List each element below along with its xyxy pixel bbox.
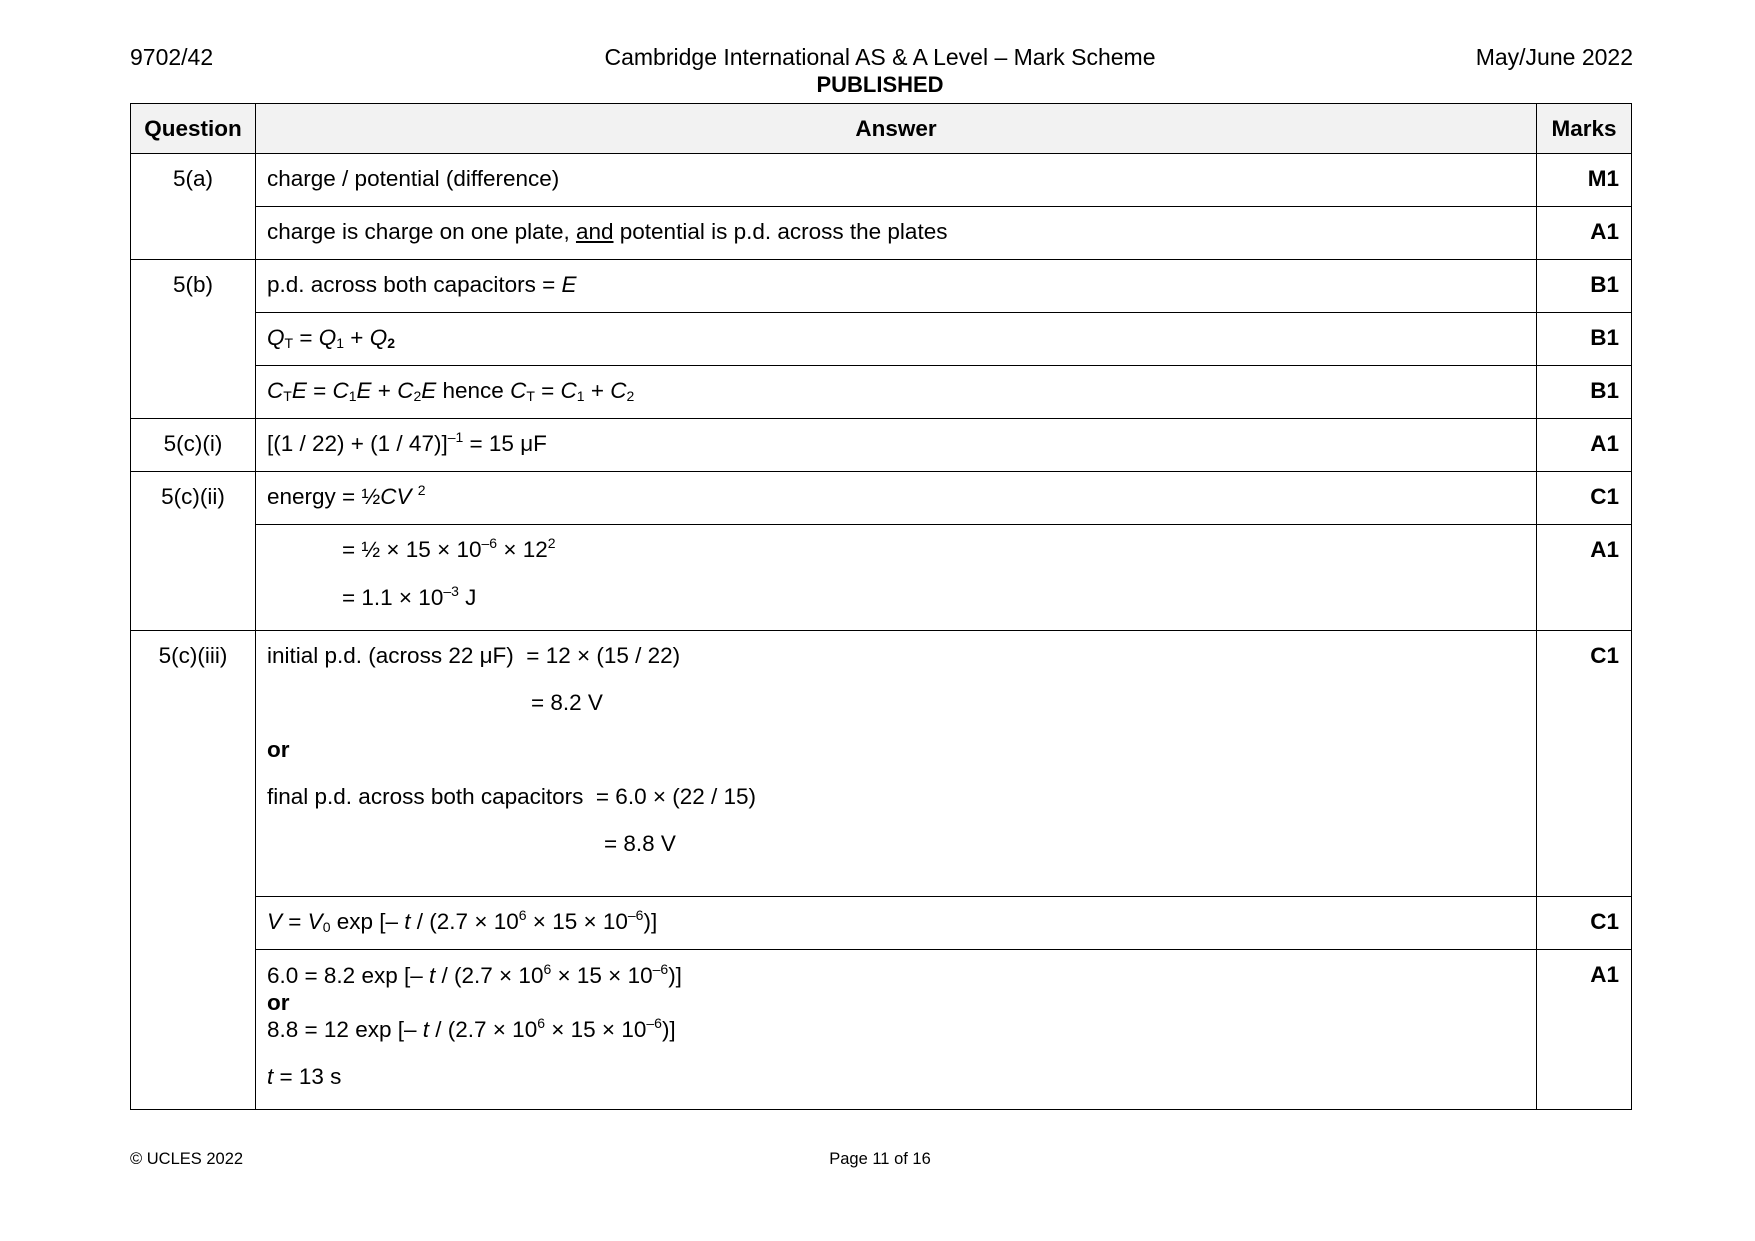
working-line: 8.8 = 12 exp [– $t / (2.7 \times 10^6 \times 15 \times 10^{-6})$] <box>267 1015 676 1042</box>
mark-cell: B1 <box>1537 366 1632 419</box>
answer-text: charge / potential (difference) <box>267 166 560 191</box>
symbol-t: t <box>267 1064 274 1089</box>
answer-cell <box>256 950 1537 1110</box>
or-label: or <box>267 990 290 1015</box>
page-number: Page 11 of 16 <box>829 1150 931 1168</box>
exponent: –6 <box>481 535 498 551</box>
exponent: –3 <box>443 583 459 599</box>
marks-header: Marks <box>1537 104 1632 154</box>
result-line <box>267 585 1526 611</box>
answer-text: energy = ½ <box>267 484 381 509</box>
answer-cell <box>256 472 1537 525</box>
title-text: Cambridge International AS & A Level – Mark Scheme <box>604 44 1156 70</box>
mark-cell: B1 <box>1537 260 1632 313</box>
answer-text: = ½ × 15 × 10 <box>342 537 482 562</box>
answer-text: = 13 s <box>273 1064 342 1089</box>
exam-session: May/June 2022 <box>1475 44 1633 70</box>
working-line: initial p.d. (across 22 μF) = 12 × (15 / 22) <box>267 643 681 668</box>
working-line <box>267 537 1526 563</box>
answer-text: = 15 μF <box>463 431 547 456</box>
answer-cell <box>256 419 1537 472</box>
result-line: = 8.2 V <box>531 690 603 715</box>
table-row <box>131 950 1632 1110</box>
exponent: 2 <box>547 535 556 551</box>
question-number: 5(b) <box>131 260 256 419</box>
mark-cell: B1 <box>1537 313 1632 366</box>
mark-cell: C1 <box>1537 472 1632 525</box>
answer-text: J <box>458 585 477 610</box>
published-label: PUBLISHED <box>816 72 944 97</box>
table-header-row <box>131 104 1632 154</box>
answer-cell <box>256 154 1537 207</box>
underlined-word: and <box>575 219 614 244</box>
answer-text: × 12 <box>497 537 548 562</box>
answer-cell: $V = V_0$ exp [– $t / (2.7 \times 10^6 \times 15 \times 10^{-6})$] <box>256 897 1537 950</box>
table-row <box>131 313 1632 366</box>
table-row <box>131 631 1632 897</box>
table-row <box>131 366 1632 419</box>
mark-cell: M1 <box>1537 154 1632 207</box>
answer-cell <box>256 207 1537 260</box>
table-row <box>131 897 1632 950</box>
working-line: 6.0 = 8.2 exp [– $t / (2.7 \times 10^6 \times 15 \times 10^{-6})$] <box>267 961 682 988</box>
question-number: 5(a) <box>131 154 256 260</box>
result-line <box>267 1064 1526 1090</box>
working-line: final p.d. across both capacitors = 6.0 × (22 / 15) <box>267 784 757 809</box>
table-row <box>131 472 1632 525</box>
table-row <box>131 525 1632 631</box>
answer-cell: $C_TE = C_1E + C_2E$ hence $C_T = C_1 + C_2$ <box>256 366 1537 419</box>
result-line: = 8.8 V <box>604 831 676 856</box>
answer-cell <box>256 525 1537 631</box>
answer-header: Answer <box>256 104 1537 154</box>
answer-cell <box>256 260 1537 313</box>
answer-text: charge is charge on one plate, <box>267 219 576 244</box>
question-number: 5(c)(ii) <box>131 472 256 631</box>
paper-code: 9702/42 <box>130 44 214 70</box>
mark-cell: A1 <box>1537 950 1632 1110</box>
symbol-CV: CV <box>380 484 418 509</box>
symbol-E: E <box>561 272 577 297</box>
answer-cell <box>256 631 1537 897</box>
mark-cell: C1 <box>1537 897 1632 950</box>
table-row <box>131 419 1632 472</box>
mark-cell: A1 <box>1537 419 1632 472</box>
answer-text: potential is p.d. across the plates <box>613 219 948 244</box>
table-row <box>131 207 1632 260</box>
exponent: 2 <box>417 482 426 498</box>
exponent: –1 <box>447 429 464 445</box>
answer-text: = 1.1 × 10 <box>342 585 444 610</box>
question-header: Question <box>131 104 256 154</box>
answer-cell: $Q_T = Q_1 + Q_2$ <box>256 313 1537 366</box>
mark-scheme-table <box>130 103 1632 1110</box>
or-label: or <box>267 737 290 762</box>
table-row <box>131 154 1632 207</box>
mark-cell: A1 <box>1537 525 1632 631</box>
copyright-notice: © UCLES 2022 <box>130 1150 244 1168</box>
answer-text: [(1 / 22) + (1 / 47)] <box>267 431 448 456</box>
answer-text: p.d. across both capacitors = <box>267 272 562 297</box>
mark-cell: A1 <box>1537 207 1632 260</box>
table-row <box>131 260 1632 313</box>
mark-cell: C1 <box>1537 631 1632 897</box>
question-number: 5(c)(iii) <box>131 631 256 1110</box>
question-number: 5(c)(i) <box>131 419 256 472</box>
